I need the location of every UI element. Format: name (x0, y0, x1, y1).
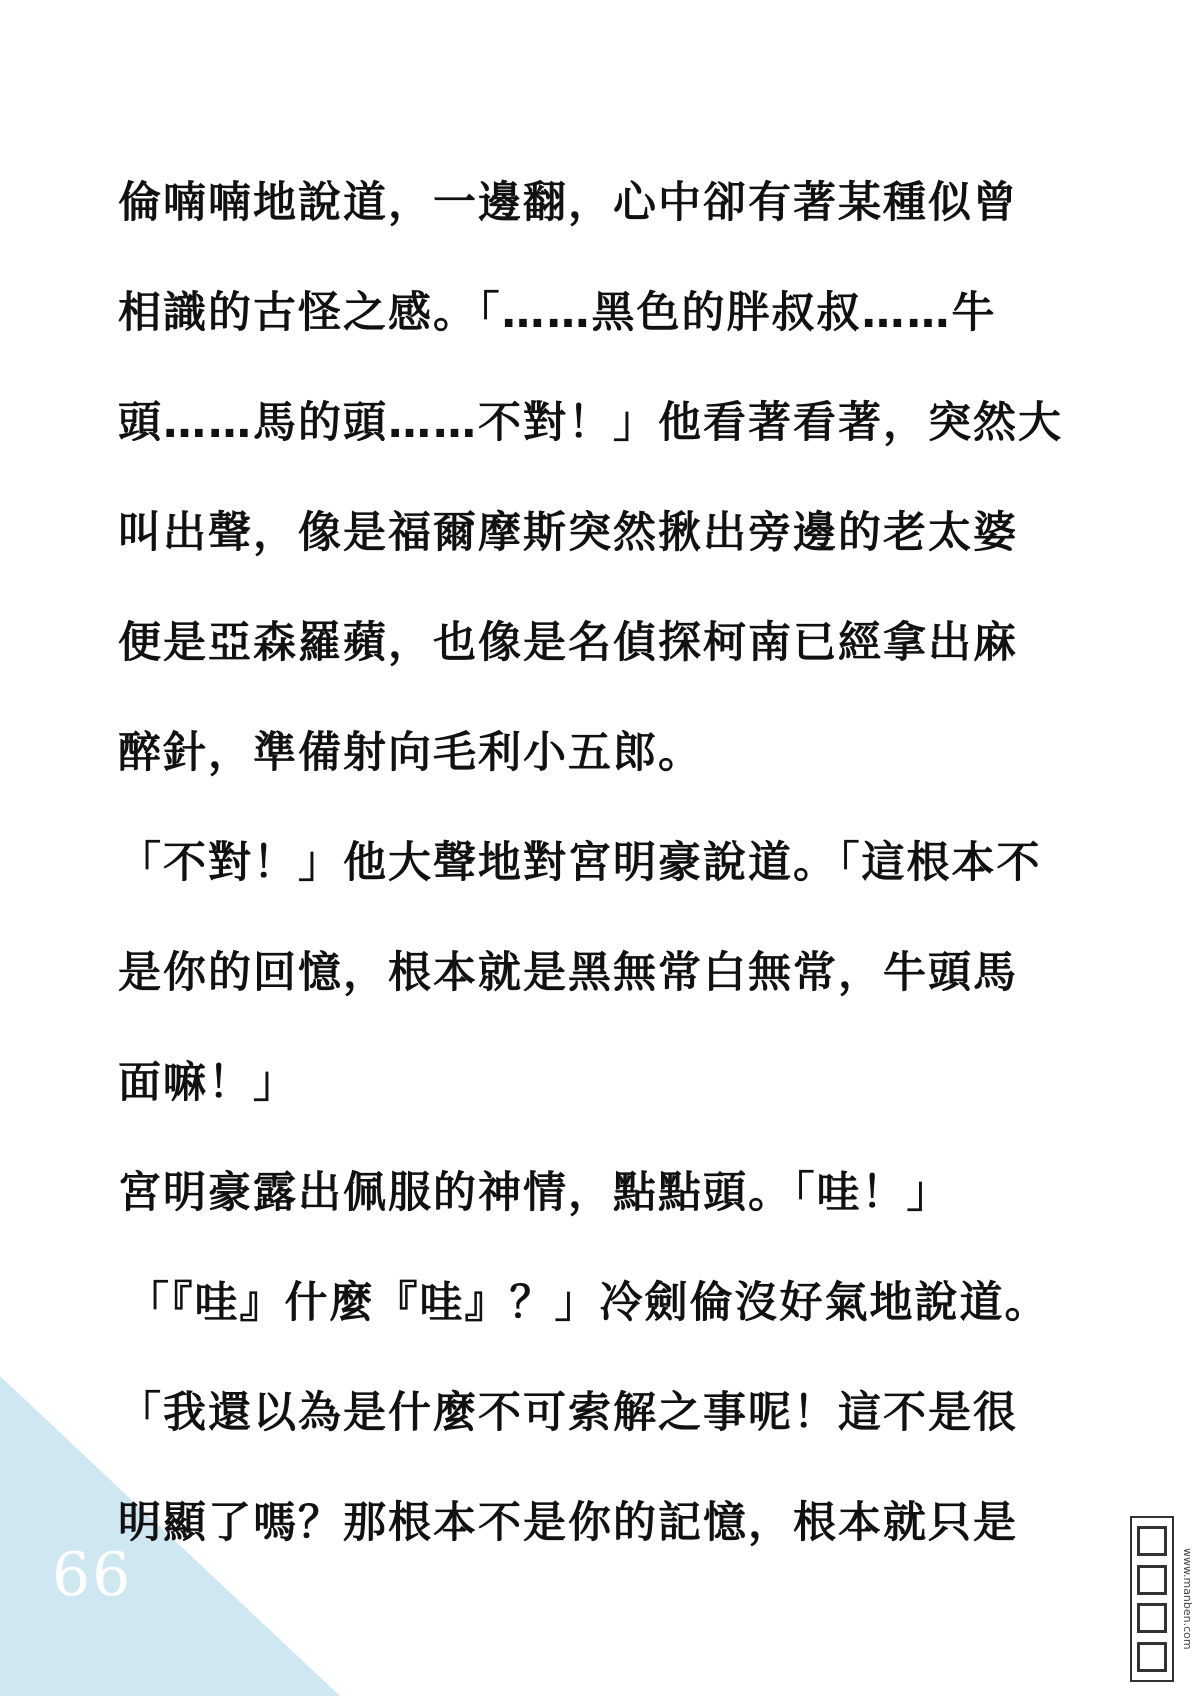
text-line: 「我還以為是什麼不可索解之事呢！這不是很 (118, 1388, 1018, 1438)
text-line: 倫喃喃地說道，一邊翻，心中卻有著某種似曾 (118, 178, 1018, 228)
text-line: 「不對！」他大聲地對宮明豪說道。「這根本不 (118, 838, 1042, 888)
text-line: 醉針，準備射向毛利小五郎。 (118, 728, 703, 778)
text-line: 明顯了嗎？那根本不是你的記憶，根本就只是 (118, 1498, 1018, 1548)
watermark-url: www.manben.com (1181, 1548, 1194, 1650)
manben-logo-icon (1130, 1516, 1174, 1682)
text-line: 便是亞森羅蘋，也像是名偵探柯南已經拿出麻 (118, 618, 1018, 668)
body-text (118, 168, 1098, 1598)
page-number: 66 (52, 1540, 133, 1610)
watermark (1130, 1516, 1194, 1686)
text-line: 面嘛！」 (118, 1058, 298, 1108)
text-line: 是你的回憶，根本就是黑無常白無常，牛頭馬 (118, 948, 1018, 998)
text-line: 頭……馬的頭……不對！」他看著看著，突然大 (118, 398, 1063, 448)
text-line: 宮明豪露出佩服的神情，點點頭。「哇！」 (118, 1168, 952, 1218)
text-line: 相識的古怪之感。「……黑色的胖叔叔……牛 (118, 288, 997, 338)
text-line: 叫出聲，像是福爾摩斯突然揪出旁邊的老太婆 (118, 508, 1018, 558)
text-line: 「『哇』什麼『哇』？」冷劍倫沒好氣地說道。 (126, 1278, 1050, 1328)
